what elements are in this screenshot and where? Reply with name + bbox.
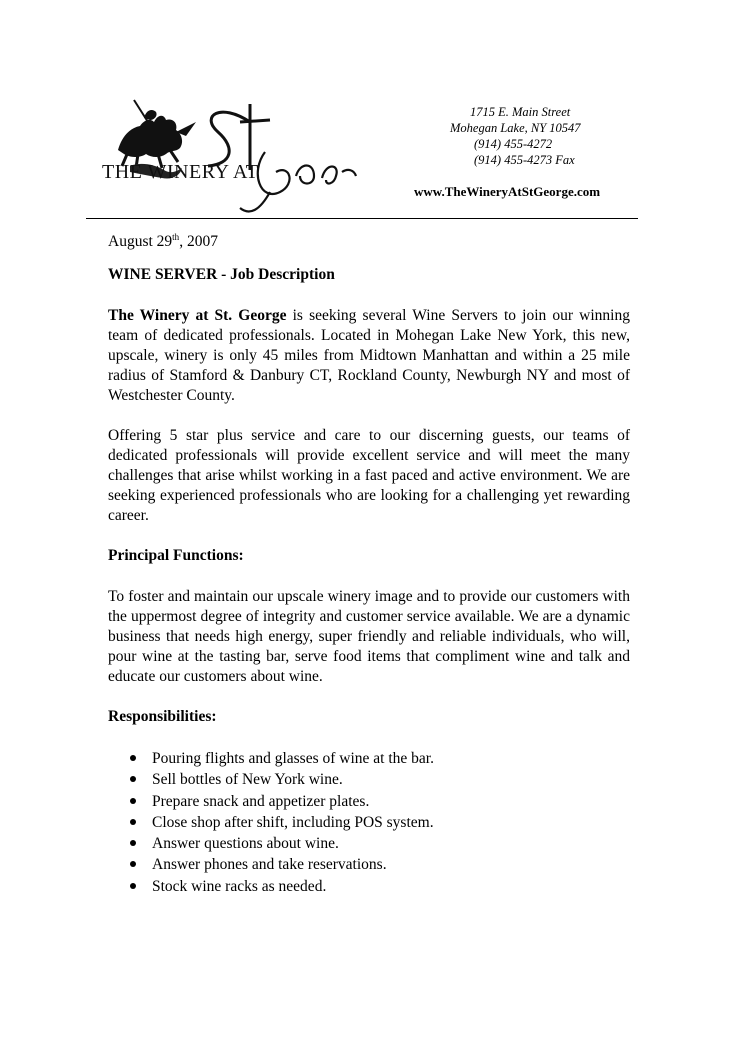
list-item [130, 876, 630, 897]
list-item [130, 769, 630, 790]
website-link[interactable]: www.TheWineryAtStGeorge.com [414, 184, 601, 199]
date-prefix: August 29 [108, 233, 173, 250]
list-item [130, 854, 630, 875]
bullet-icon [130, 840, 136, 846]
company-name: The Winery at St. George [108, 307, 287, 324]
address-phone: (914) 455-4272 [474, 137, 553, 151]
intro-text: is seeking several Wine Servers to join our winning team of dedicated professionals. Located in Mohegan Lake New York, this new, upscale, winery is only 45 miles from Midtown Manhattan and within a 25 mile radius of Stamford & Danbury CT, Rockland County, Newburgh NY and most of Westchester County. [108, 307, 630, 404]
bullet-icon [130, 776, 136, 782]
list-item [130, 748, 630, 769]
logo-prefix-text: THE WINERY AT [102, 161, 259, 183]
list-item-text: Answer phones and take reservations. [152, 856, 387, 874]
letter-body [108, 232, 630, 897]
principal-functions-heading: Principal Functions: [108, 547, 244, 564]
list-item-text: Prepare snack and appetizer plates. [152, 792, 370, 810]
principal-functions-paragraph: To foster and maintain our upscale winery image and to provide our customers with the uppermost degree of integrity and customer service available. We are a dynamic business that needs high energy, super friendly and reliable individuals, who will, pour wine at the tasting bar, serve food items that compliment wine and talk and educate our customers about wine. [108, 588, 630, 685]
list-item-text: Sell bottles of New York wine. [152, 771, 343, 789]
bullet-icon [130, 861, 136, 867]
list-item [130, 833, 630, 854]
bullet-icon [130, 819, 136, 825]
list-item [130, 812, 630, 833]
winery-logo [100, 92, 360, 220]
address-city: Mohegan Lake, NY 10547 [450, 121, 581, 135]
date-suffix: , 2007 [179, 233, 218, 250]
list-item-text: Pouring flights and glasses of wine at the bar. [152, 750, 434, 767]
list-item [130, 791, 630, 812]
address-block [430, 104, 640, 168]
responsibilities-list [108, 748, 630, 897]
bullet-icon [130, 883, 136, 889]
address-fax: (914) 455-4273 Fax [474, 153, 575, 167]
letter-date [108, 232, 630, 252]
list-item-text: Close shop after shift, including POS system. [152, 813, 434, 831]
offering-paragraph: Offering 5 star plus service and care to our discerning guests, our teams of dedicated professionals will provide excellent service and will meet the many challenges that arise whilst working in a fast paced and active environment. We are seeking experienced professionals who are looking for a challenging yet rewarding career. [108, 427, 630, 524]
intro-paragraph [108, 306, 630, 406]
responsibilities-heading: Responsibilities: [108, 708, 217, 725]
list-item-text: Stock wine racks as needed. [152, 877, 327, 895]
address-street: 1715 E. Main Street [470, 105, 571, 119]
list-item-text: Answer questions about wine. [152, 835, 339, 853]
bullet-icon [130, 798, 136, 804]
bullet-icon [130, 755, 136, 761]
header-divider [86, 218, 638, 219]
job-title: WINE SERVER - Job Description [108, 266, 335, 283]
date-superscript: th [172, 231, 180, 242]
